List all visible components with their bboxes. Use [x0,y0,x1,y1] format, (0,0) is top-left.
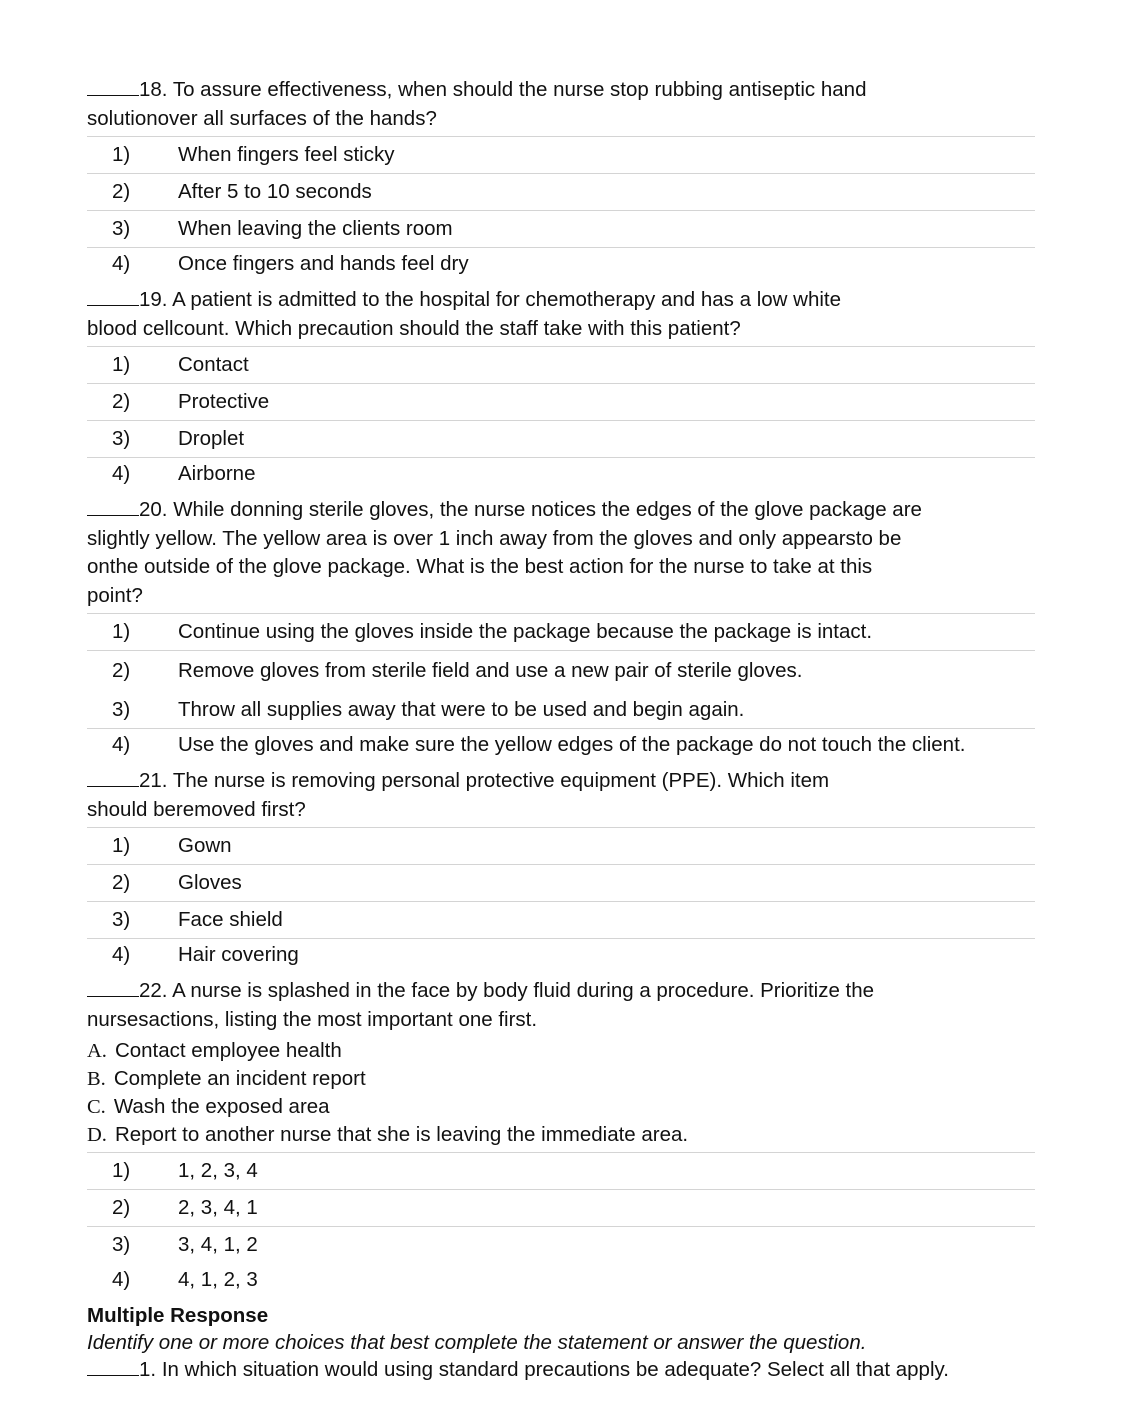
answer-option[interactable]: 3) When leaving the clients room [87,210,1035,247]
answer-option[interactable]: 1) Contact [87,346,1035,383]
answer-option[interactable]: 1) 1, 2, 3, 4 [87,1152,1035,1189]
question-18 [87,76,1035,280]
question-number: 20. [139,498,168,521]
question-number: 21. [139,769,168,792]
lettered-item: C. Wash the exposed area [87,1095,330,1118]
answer-options [87,827,1035,971]
section-instruction: Identify one or more choices that best complete the statement or answer the question. [87,1331,867,1354]
answer-blank[interactable] [87,768,139,787]
document-page [87,76,1035,1388]
answer-option[interactable]: 4) Use the gloves and make sure the yellow edges of the package do not touch the client. [87,728,1035,761]
lettered-item: B. Complete an incident report [87,1067,366,1090]
answer-option[interactable]: 4) Once fingers and hands feel dry [87,247,1035,280]
question-20 [87,496,1035,761]
answer-blank[interactable] [87,497,139,516]
answer-options [87,136,1035,280]
question-number: 19. [139,288,168,311]
question-stem: 18. To assure effectiveness, when should the nurse stop rubbing antiseptic hand solutionover all surfaces of the hands? [87,78,867,130]
question-number: 1. [139,1358,157,1381]
answer-option[interactable]: 2) Gloves [87,864,1035,901]
question-21 [87,767,1035,971]
question-stem: 21. The nurse is removing personal protective equipment (PPE). Which item should beremoved first? [87,769,830,821]
answer-option[interactable]: 1) Continue using the gloves inside the package because the package is intact. [87,613,1035,650]
answer-option[interactable]: 2) Remove gloves from sterile field and use a new pair of sterile gloves. [87,650,1035,691]
answer-option[interactable]: 2) 2, 3, 4, 1 [87,1189,1035,1226]
answer-options [87,613,1035,761]
question-stem: 20. While donning sterile gloves, the nurse notices the edges of the glove package are slightly yellow. The yellow area is over 1 inch away from the gloves and only appearsto be onthe outside of the glove package. What is the best action for the nurse to take at this point? [87,498,922,607]
answer-blank[interactable] [87,1357,139,1376]
answer-options [87,346,1035,490]
answer-option[interactable]: 2) After 5 to 10 seconds [87,173,1035,210]
answer-option[interactable]: 3) Face shield [87,901,1035,938]
answer-option[interactable]: 2) Protective [87,383,1035,420]
question-19 [87,286,1035,490]
question-stem: 19. A patient is admitted to the hospital for chemotherapy and has a low white blood cellcount. Which precaution should the staff take with this patient? [87,288,842,340]
question-number: 22. [139,979,168,1002]
section-heading: Multiple Response [87,1304,269,1327]
lettered-item: A. Contact employee health [87,1039,342,1062]
mr-question-1: 1. In which situation would using standard precautions be adequate? Select all that apply. [87,1356,1035,1385]
answer-option[interactable]: 4) Hair covering [87,938,1035,971]
question-22 [87,977,1035,1296]
answer-blank[interactable] [87,77,139,96]
answer-blank[interactable] [87,287,139,306]
answer-option[interactable]: 4) 4, 1, 2, 3 [112,1268,258,1291]
question-stem: 22. A nurse is splashed in the face by body fluid during a procedure. Prioritize the nursesactions, listing the most important one first. [87,979,875,1031]
lettered-item: D. Report to another nurse that she is leaving the immediate area. [87,1123,689,1146]
answer-option[interactable]: 3) 3, 4, 1, 2 [87,1226,1035,1263]
answer-option[interactable]: 4) Airborne [87,457,1035,490]
answer-blank[interactable] [87,978,139,997]
answer-options [87,1152,1035,1296]
answer-option[interactable]: 3) Throw all supplies away that were to be used and begin again. [112,698,745,721]
question-number: 18. [139,78,168,101]
answer-option[interactable]: 1) When fingers feel sticky [87,136,1035,173]
answer-option[interactable]: 3) Droplet [87,420,1035,457]
answer-option[interactable]: 1) Gown [87,827,1035,864]
